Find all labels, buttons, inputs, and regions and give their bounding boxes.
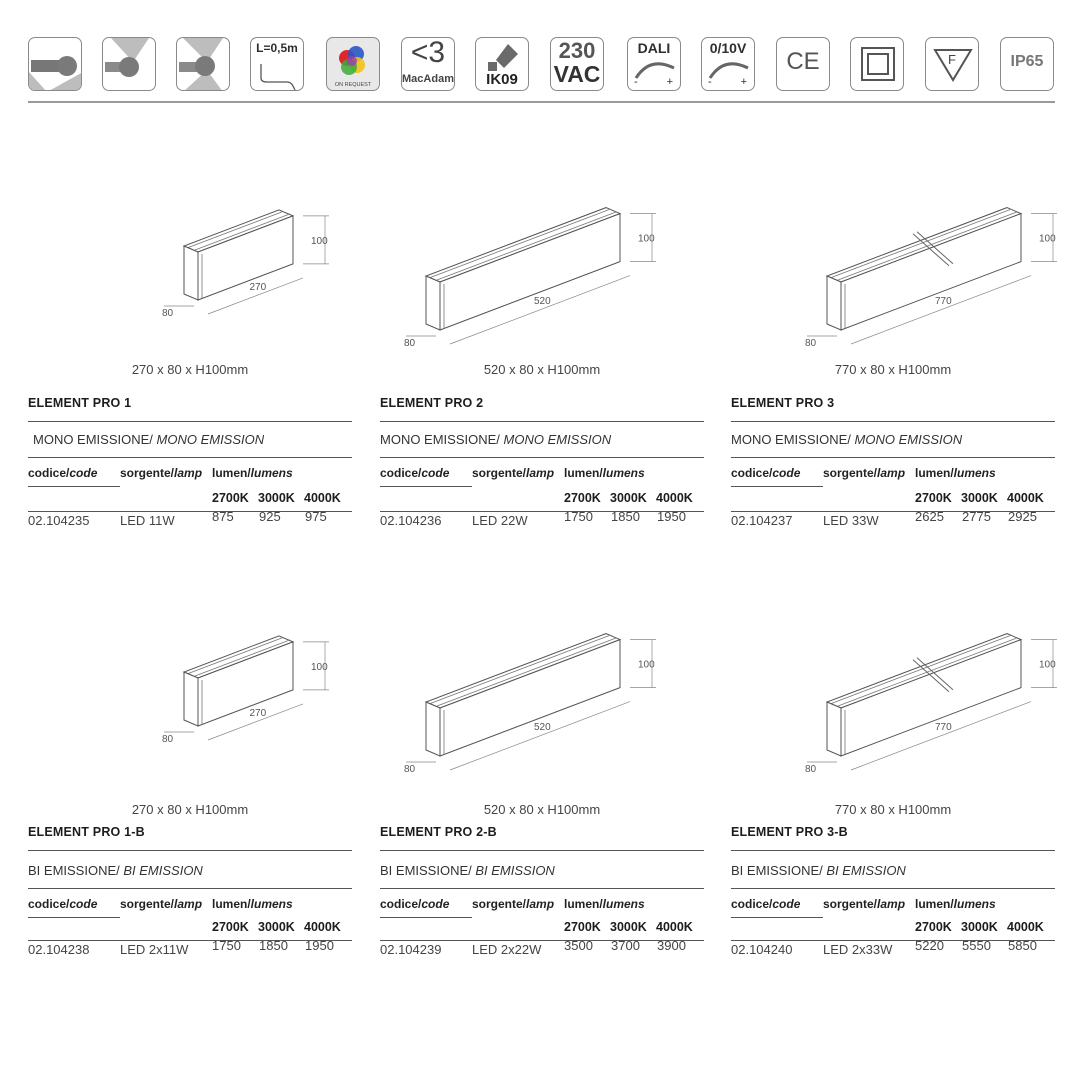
dim-length: 770: [935, 295, 952, 307]
header-3000k: 3000K: [961, 491, 998, 505]
ce-mark-icon: CE: [776, 37, 830, 91]
dim-height: 100: [638, 659, 655, 671]
divider: [28, 888, 352, 889]
dim-width: 80: [404, 338, 416, 349]
product-code: 02.104240: [731, 942, 793, 957]
header-lumen: lumen/lumens: [564, 897, 645, 911]
ip65-icon: IP65: [1000, 37, 1054, 91]
dim-length: 270: [249, 281, 267, 293]
product-size: 770 x 80 x H100mm: [834, 802, 952, 817]
header-lamp: sorgente/lamp: [823, 897, 906, 911]
header-2700k: 2700K: [564, 491, 601, 505]
header-2700k: 2700K: [212, 920, 249, 934]
divider: [380, 850, 704, 851]
class-ii-icon: [850, 37, 904, 91]
lumen-2700k: 875: [212, 509, 234, 524]
header-lamp: sorgente/lamp: [472, 897, 555, 911]
lumen-3000k: 5550: [962, 938, 991, 953]
header-2700k: 2700K: [564, 920, 601, 934]
header-2700k: 2700K: [915, 920, 952, 934]
product-size: 520 x 80 x H100mm: [483, 362, 601, 377]
header-lumen: lumen/lumens: [212, 897, 293, 911]
header-lumen: lumen/lumens: [915, 897, 996, 911]
divider: [731, 850, 1055, 851]
lumen-4000k: 1950: [305, 938, 334, 953]
ik09-icon: IK09: [475, 37, 529, 91]
lumen-4000k: 5850: [1008, 938, 1037, 953]
dim-width: 80: [805, 338, 817, 349]
header-2700k: 2700K: [915, 491, 952, 505]
lumen-4000k: 2925: [1008, 509, 1037, 524]
product-size: 520 x 80 x H100mm: [483, 802, 601, 817]
dim-width: 80: [162, 308, 174, 319]
header-lumen: lumen/lumens: [212, 466, 293, 480]
header-lamp: sorgente/lamp: [823, 466, 906, 480]
header-4000k: 4000K: [304, 491, 341, 505]
wall-light-up-icon: [102, 37, 156, 91]
emission-type: BI EMISSIONE/ BI EMISSION: [731, 863, 906, 878]
dali-icon: DALI - +: [627, 37, 681, 91]
divider: [28, 940, 352, 941]
macadam-icon: <3 MacAdam: [401, 37, 455, 91]
divider: [731, 486, 823, 487]
cable-length-icon: L=0,5m: [250, 37, 304, 91]
dim-width: 80: [162, 734, 174, 745]
lumen-2700k: 2625: [915, 509, 944, 524]
lumen-4000k: 975: [305, 509, 327, 524]
header-code: codice/code: [380, 897, 450, 911]
lumen-3000k: 2775: [962, 509, 991, 524]
divider: [380, 457, 704, 458]
product-lamp: LED 22W: [472, 513, 528, 528]
product-code: 02.104238: [28, 942, 90, 957]
header-4000k: 4000K: [656, 491, 693, 505]
product-drawing: [400, 180, 690, 360]
emission-type: BI EMISSIONE/ BI EMISSION: [380, 863, 555, 878]
divider: [380, 421, 704, 422]
header-code: codice/code: [28, 466, 98, 480]
product-size: 270 x 80 x H100mm: [131, 802, 249, 817]
product-drawing: [771, 606, 1061, 786]
dim-height: 100: [311, 661, 328, 673]
divider: [28, 917, 120, 918]
header-4000k: 4000K: [656, 920, 693, 934]
dim-height: 100: [1039, 659, 1056, 671]
divider: [731, 421, 1055, 422]
dim-length: 520: [534, 295, 551, 307]
divider: [380, 486, 472, 487]
header-lumen: lumen/lumens: [915, 466, 996, 480]
product-code: 02.104235: [28, 513, 90, 528]
dim-length: 770: [935, 721, 952, 733]
divider: [731, 940, 1055, 941]
divider: [731, 511, 1055, 512]
product-name: ELEMENT PRO 3-B: [731, 825, 848, 839]
header-3000k: 3000K: [610, 920, 647, 934]
emission-type: MONO EMISSIONE/ MONO EMISSION: [33, 432, 265, 447]
wall-light-down-icon: [28, 37, 82, 91]
divider: [380, 888, 704, 889]
f-mark-icon: F: [925, 37, 979, 91]
header-lamp: sorgente/lamp: [120, 466, 203, 480]
product-lamp: LED 2x11W: [120, 942, 189, 957]
dim-width: 80: [404, 764, 416, 775]
product-name: ELEMENT PRO 1: [28, 396, 132, 410]
product-code: 02.104239: [380, 942, 442, 957]
divider: [28, 486, 120, 487]
product-name: ELEMENT PRO 3: [731, 396, 835, 410]
wall-light-updown-icon: [176, 37, 230, 91]
product-code: 02.104236: [380, 513, 442, 528]
product-size: 270 x 80 x H100mm: [131, 362, 249, 377]
header-lamp: sorgente/lamp: [472, 466, 555, 480]
header-2700k: 2700K: [212, 491, 249, 505]
dim-height: 100: [1039, 233, 1056, 245]
product-name: ELEMENT PRO 2-B: [380, 825, 497, 839]
header-4000k: 4000K: [1007, 920, 1044, 934]
header-code: codice/code: [28, 897, 98, 911]
lumen-2700k: 5220: [915, 938, 944, 953]
lumen-3000k: 925: [259, 509, 281, 524]
divider: [380, 917, 472, 918]
header-4000k: 4000K: [304, 920, 341, 934]
rgb-color-icon: ON REQUEST: [326, 37, 380, 91]
lumen-2700k: 1750: [564, 509, 593, 524]
product-drawing: [400, 606, 690, 786]
lumen-4000k: 3900: [657, 938, 686, 953]
header-code: codice/code: [380, 466, 450, 480]
divider: [28, 511, 352, 512]
product-name: ELEMENT PRO 1-B: [28, 825, 145, 839]
lumen-3000k: 1850: [611, 509, 640, 524]
header-3000k: 3000K: [610, 491, 647, 505]
dim-width: 80: [805, 764, 817, 775]
header-3000k: 3000K: [258, 920, 295, 934]
product-drawing: [771, 180, 1061, 360]
voltage-icon: 230 VAC: [550, 37, 604, 91]
product-lamp: LED 2x33W: [823, 942, 893, 957]
lumen-2700k: 3500: [564, 938, 593, 953]
emission-type: MONO EMISSIONE/ MONO EMISSION: [380, 432, 612, 447]
divider: [28, 421, 352, 422]
divider: [380, 940, 704, 941]
product-size: 770 x 80 x H100mm: [834, 362, 952, 377]
lumen-3000k: 1850: [259, 938, 288, 953]
divider: [28, 457, 352, 458]
header-lamp: sorgente/lamp: [120, 897, 203, 911]
product-drawing: [88, 606, 378, 786]
divider: [28, 850, 352, 851]
header-code: codice/code: [731, 897, 801, 911]
product-lamp: LED 2x22W: [472, 942, 542, 957]
header-3000k: 3000K: [258, 491, 295, 505]
product-drawing: [88, 180, 378, 360]
emission-type: BI EMISSIONE/ BI EMISSION: [28, 863, 203, 878]
divider: [731, 888, 1055, 889]
emission-type: MONO EMISSIONE/ MONO EMISSION: [731, 432, 963, 447]
product-name: ELEMENT PRO 2: [380, 396, 484, 410]
lumen-4000k: 1950: [657, 509, 686, 524]
dim-height: 100: [311, 235, 328, 247]
divider: [731, 917, 823, 918]
dimming-010v-icon: 0/10V - +: [701, 37, 755, 91]
product-lamp: LED 11W: [120, 513, 175, 528]
header-3000k: 3000K: [961, 920, 998, 934]
divider: [380, 511, 704, 512]
header-code: codice/code: [731, 466, 801, 480]
header-lumen: lumen/lumens: [564, 466, 645, 480]
header-4000k: 4000K: [1007, 491, 1044, 505]
lumen-2700k: 1750: [212, 938, 241, 953]
divider: [731, 457, 1055, 458]
feature-icon-bar: [28, 37, 1056, 93]
product-code: 02.104237: [731, 513, 793, 528]
dim-length: 520: [534, 721, 551, 733]
product-lamp: LED 33W: [823, 513, 879, 528]
header-divider: [28, 101, 1055, 103]
lumen-3000k: 3700: [611, 938, 640, 953]
dim-height: 100: [638, 233, 655, 245]
dim-length: 270: [249, 707, 267, 719]
